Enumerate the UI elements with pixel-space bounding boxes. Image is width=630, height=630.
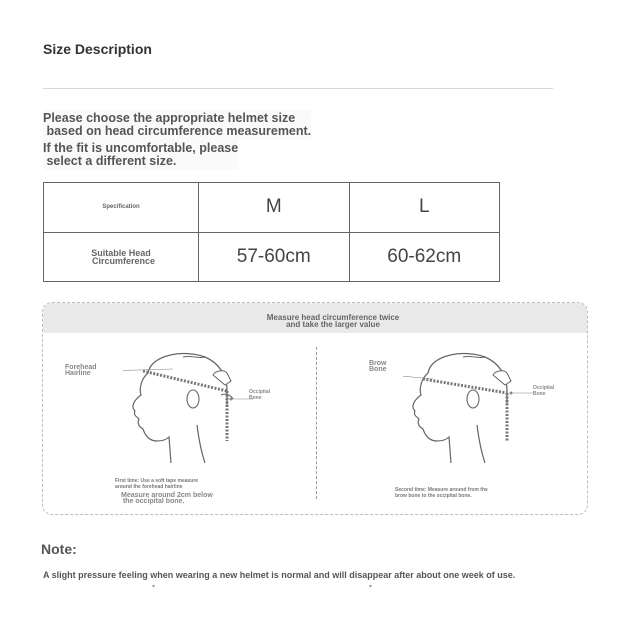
tick-mark-icon: ▾ xyxy=(152,584,156,590)
occipital-bone-label-1: Occipital Bone xyxy=(249,389,271,401)
size-l-header: L xyxy=(349,183,500,233)
panel-title: Measure head circumference twice and take the larger value xyxy=(266,313,400,329)
size-table xyxy=(43,182,500,282)
caption-below-occipital: Measure around 2cm below the occipital bone. xyxy=(121,492,213,505)
fit-advice-text: If the fit is uncomfortable, please select a different size. xyxy=(43,141,239,168)
head-diagram-1-icon xyxy=(123,345,263,465)
occipital-bone-label-2: Occipital Bone xyxy=(533,385,555,397)
table-row xyxy=(44,183,500,233)
size-l-value: 60-62cm xyxy=(349,232,500,282)
tick-mark-icon: ▾ xyxy=(369,584,373,590)
circumference-label-text: Suitable Head Circumference xyxy=(91,247,156,266)
divider xyxy=(43,88,553,89)
head-diagram-2-icon xyxy=(403,345,543,465)
table-row xyxy=(44,232,500,282)
spec-header: Specification xyxy=(44,183,199,233)
size-m-value: 57-60cm xyxy=(199,232,350,282)
intro-text: Please choose the appropriate helmet size based on head circumference measurement. xyxy=(43,111,312,138)
size-m-header: M xyxy=(199,183,350,233)
circumference-label xyxy=(44,232,199,282)
brow-bone-label: Brow Bone xyxy=(369,360,387,373)
caption-first-time: First time: Use a soft tape measure around the forehead hairline xyxy=(115,478,199,490)
note-title: Note: xyxy=(41,541,77,557)
page-title: Size Description xyxy=(43,41,152,57)
note-text: A slight pressure feeling when wearing a new helmet is normal and will disappear after about one week of use. xyxy=(43,570,516,580)
caption-second-time: Second time: Measure around from the brow bone to the occipital bone. xyxy=(395,487,488,499)
measurement-panel xyxy=(42,302,588,515)
forehead-hairline-label: Forehead Hairline xyxy=(65,364,97,377)
panel-divider xyxy=(316,347,317,499)
